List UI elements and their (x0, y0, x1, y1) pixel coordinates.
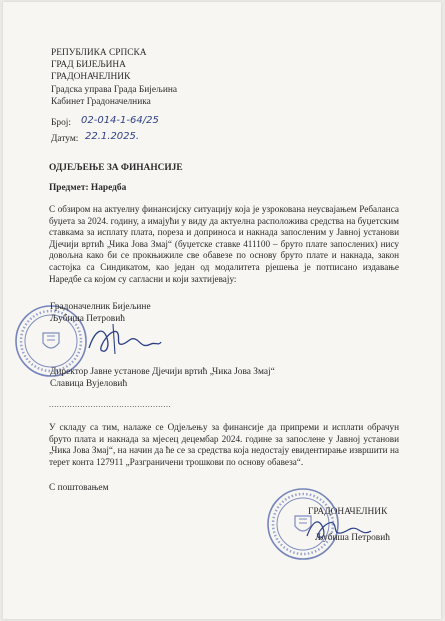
header-mayor: ГРАДОНАЧЕЛНИК (51, 72, 131, 82)
recipient: ОДЈЕЉЕЊЕ ЗА ФИНАНСИЈЕ (49, 163, 183, 173)
director-title: Директор Јавне установе Дјечији вртић „Чика Јова Змај“ (50, 367, 275, 377)
signature-bottom-name: Љубиша Петровић (315, 533, 390, 543)
header-administration: Градска управа Града Бијељина (51, 85, 178, 95)
date-value: 22.1.2025. (85, 131, 140, 142)
order-paragraph: У складу са тим, налаже се Одјељењу за финансије да припреми и исплати обрачун бруто плата и накнада за мјесец децембар 2024. године за запослене у Јавној установи „Чика Јова Змај“, на начин да ће се за средства која недостају евидентирање извршити на терет конта 127911 „Разграничени трошкови по основу обавеза“. (49, 422, 399, 467)
separator-line: ............................................... (49, 400, 172, 409)
mayor-name: Љубиша Петровић (50, 314, 125, 324)
mayor-title: Градоначелник Бијељине (50, 302, 151, 312)
subject: Предмет: Наредба (49, 183, 127, 193)
number-label: Број: (51, 118, 71, 128)
document-page (3, 2, 441, 619)
date-label: Датум: (51, 134, 79, 144)
header-cabinet: Кабинет Градоначелника (51, 97, 151, 107)
closing-text: С поштовањем (49, 483, 109, 493)
body-paragraph: С обзиром на актуелну финансијску ситуацију која је узрокована неусвајањем Ребаланса буџета за 2024. годину, а имајући у виду да актуелна расположива средства на буџетским ставкама за исплату плата, пореза и доприноса и накнада запосленим у Јавној установи Дјечији вртић „Чика Јова Змај“ (буџетске ставке 411100 – бруто плате запослених) нису довољна како би се прокњижиле све обавезе по основу бруто плате и накнада, закон састојка са Синдикатом, као један од модалитета рјешења је потписано издавање Наредбе са којом су сагласни и који захтијевају: (49, 204, 399, 284)
signature-bottom-title: ГРАДОНАЧЕЛНИК (308, 507, 388, 517)
header-republic: РЕПУБЛИКА СРПСКА (51, 48, 147, 58)
header-city: ГРАД БИЈЕЉИНА (51, 60, 126, 70)
director-name: Славица Вујеловић (50, 379, 128, 389)
number-value: 02-014-1-64/25 (81, 115, 159, 126)
mayor-signature (85, 320, 165, 360)
